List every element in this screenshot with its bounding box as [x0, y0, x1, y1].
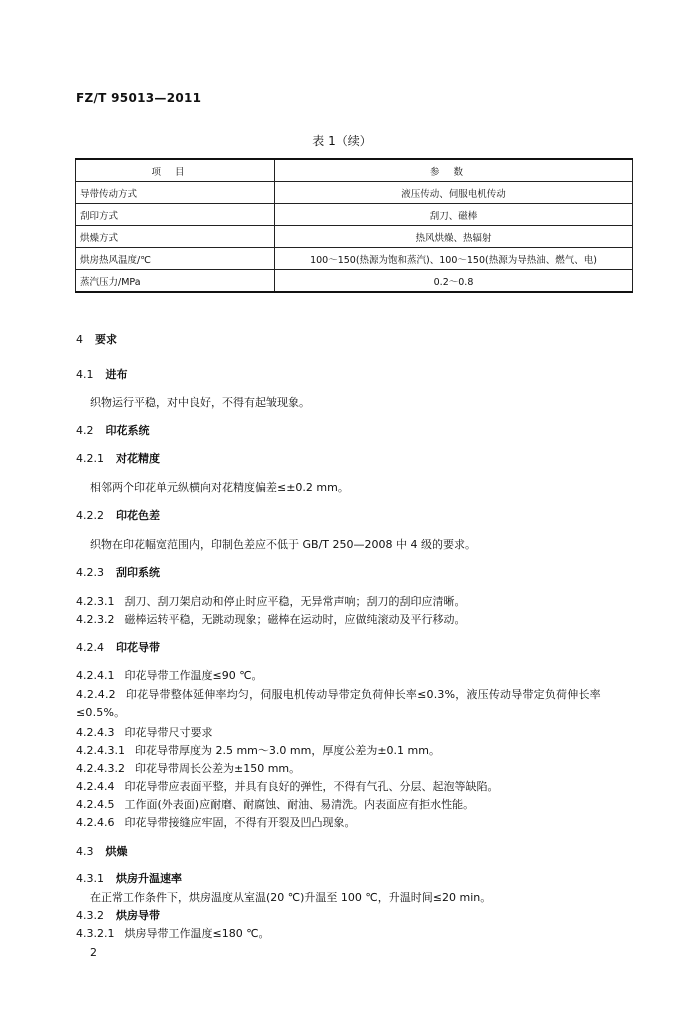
clause-text: 印花导带工作温度≤90 ℃。	[124, 669, 263, 682]
clause-number: 4.3.2.1	[76, 927, 115, 940]
clause-4-2-3-2	[76, 611, 465, 627]
section-title: 印花色差	[116, 509, 160, 522]
section-title: 印花系统	[105, 424, 150, 437]
section-heading-4-3-2	[76, 907, 160, 923]
table-row	[76, 204, 633, 226]
section-title: 要求	[95, 333, 117, 346]
clause-number: 4.2.4.1	[76, 669, 115, 682]
clause-text: 工作面(外表面)应耐磨、耐腐蚀、耐油、易清洗。内表面应有拒水性能。	[124, 798, 475, 811]
clause-text: 印花导带应表面平整，并具有良好的弹性，不得有气孔、分层、起泡等缺陷。	[124, 780, 499, 793]
table-header-row	[76, 159, 633, 182]
parameter-table	[75, 158, 633, 293]
table-caption: 表 1（续）	[312, 134, 372, 148]
section-number: 4.3.2	[76, 909, 104, 922]
section-heading-4-2-2	[76, 507, 160, 523]
table-cell: 0.2～0.8	[275, 270, 633, 293]
section-title: 烘房导带	[116, 909, 160, 922]
section-heading-4-3-1	[76, 870, 182, 886]
clause-text: 磁棒运转平稳，无跳动现象；磁棒在运动时，应做纯滚动及平行移动。	[124, 613, 466, 626]
section-number: 4.2.4	[76, 641, 104, 654]
table-row	[76, 226, 633, 248]
clause-number: 4.2.4.5	[76, 798, 115, 811]
clause-4-3-2-1	[76, 925, 270, 941]
page-number: 2	[90, 946, 97, 959]
section-heading-4-2	[76, 422, 150, 438]
table-cell: 导带传动方式	[76, 182, 275, 204]
table-row	[76, 270, 633, 293]
table-cell: 热风烘燥、热辐射	[275, 226, 633, 248]
section-title: 烘房升温速率	[116, 872, 182, 885]
clause-text: 刮刀、刮刀架启动和停止时应平稳，无异常声响；刮刀的刮印应清晰。	[124, 595, 466, 608]
section-title: 印花导带	[116, 641, 160, 654]
clause-text: 印花导带尺寸要求	[124, 726, 213, 739]
section-title: 进布	[105, 368, 128, 381]
section-title: 刮印系统	[116, 566, 160, 579]
clause-text: 印花导带整体延伸率均匀，伺服电机传动导带定负荷伸长率≤0.3%，液压传动导带定负荷伸长率≤0.5%。	[76, 688, 601, 719]
table-row	[76, 182, 633, 204]
header-cell-item: 项目	[76, 159, 275, 182]
section-heading-4-3	[76, 843, 128, 859]
section-number: 4.2	[76, 424, 94, 437]
section-title: 对花精度	[116, 452, 160, 465]
clause-number: 4.2.4.4	[76, 780, 115, 793]
section-number: 4.2.2	[76, 509, 104, 522]
clause-4-2-4-1	[76, 667, 263, 683]
clause-number: 4.2.4.2	[76, 688, 116, 701]
clause-text: 印花导带接缝应牢固，不得有开裂及凹凸现象。	[124, 816, 356, 829]
clause-4-2-4-2	[76, 686, 632, 722]
paragraph: 在正常工作条件下，烘房温度从室温(20 ℃)升温至 100 ℃，升温时间≤20 min。	[90, 891, 492, 904]
section-heading-4-2-1	[76, 450, 160, 466]
section-heading-4-2-3	[76, 564, 160, 580]
section-heading-4	[76, 331, 117, 347]
section-number: 4.3	[76, 845, 94, 858]
clause-4-2-4-3-2	[76, 760, 300, 776]
table-cell: 刮印方式	[76, 204, 275, 226]
clause-number: 4.2.3.2	[76, 613, 115, 626]
clause-number: 4.2.3.1	[76, 595, 115, 608]
clause-text: 印花导带周长公差为±150 mm。	[134, 762, 301, 775]
table-cell: 蒸汽压力/MPa	[76, 270, 275, 293]
paragraph: 织物在印花幅宽范围内，印制色差应不低于 GB/T 250—2008 中 4 级的要求。	[90, 538, 476, 551]
clause-4-2-4-4	[76, 778, 498, 794]
section-number: 4.3.1	[76, 872, 104, 885]
clause-4-2-4-6	[76, 814, 355, 830]
clause-text: 印花导带厚度为 2.5 mm～3.0 mm，厚度公差为±0.1 mm。	[134, 744, 440, 757]
table-cell: 烘燥方式	[76, 226, 275, 248]
clause-number: 4.2.4.3.2	[76, 762, 125, 775]
section-heading-4-2-4	[76, 639, 160, 655]
table-cell: 液压传动、伺服电机传动	[275, 182, 633, 204]
section-number: 4.1	[76, 368, 94, 381]
clause-number: 4.2.4.3	[76, 726, 115, 739]
section-number: 4	[76, 333, 83, 346]
section-title: 烘燥	[105, 845, 128, 858]
clause-4-2-4-5	[76, 796, 474, 812]
section-number: 4.2.1	[76, 452, 104, 465]
clause-4-2-3-1	[76, 593, 465, 609]
table-row	[76, 248, 633, 270]
clause-4-2-4-3-1	[76, 742, 440, 758]
table-cell: 烘房热风温度/℃	[76, 248, 275, 270]
section-heading-4-1	[76, 366, 128, 382]
standard-number: FZ/T 95013—2011	[76, 91, 202, 105]
clause-number: 4.2.4.6	[76, 816, 115, 829]
clause-4-2-4-3	[76, 724, 212, 740]
section-number: 4.2.3	[76, 566, 104, 579]
clause-text: 烘房导带工作温度≤180 ℃。	[124, 927, 270, 940]
table-cell: 刮刀、磁棒	[275, 204, 633, 226]
clause-number: 4.2.4.3.1	[76, 744, 125, 757]
paragraph: 相邻两个印花单元纵横向对花精度偏差≤±0.2 mm。	[90, 481, 349, 494]
paragraph: 织物运行平稳，对中良好，不得有起皱现象。	[90, 396, 310, 409]
header-cell-parameter: 参数	[275, 159, 633, 182]
table-cell: 100～150(热源为饱和蒸汽)、100～150(热源为导热油、燃气、电)	[275, 248, 633, 270]
